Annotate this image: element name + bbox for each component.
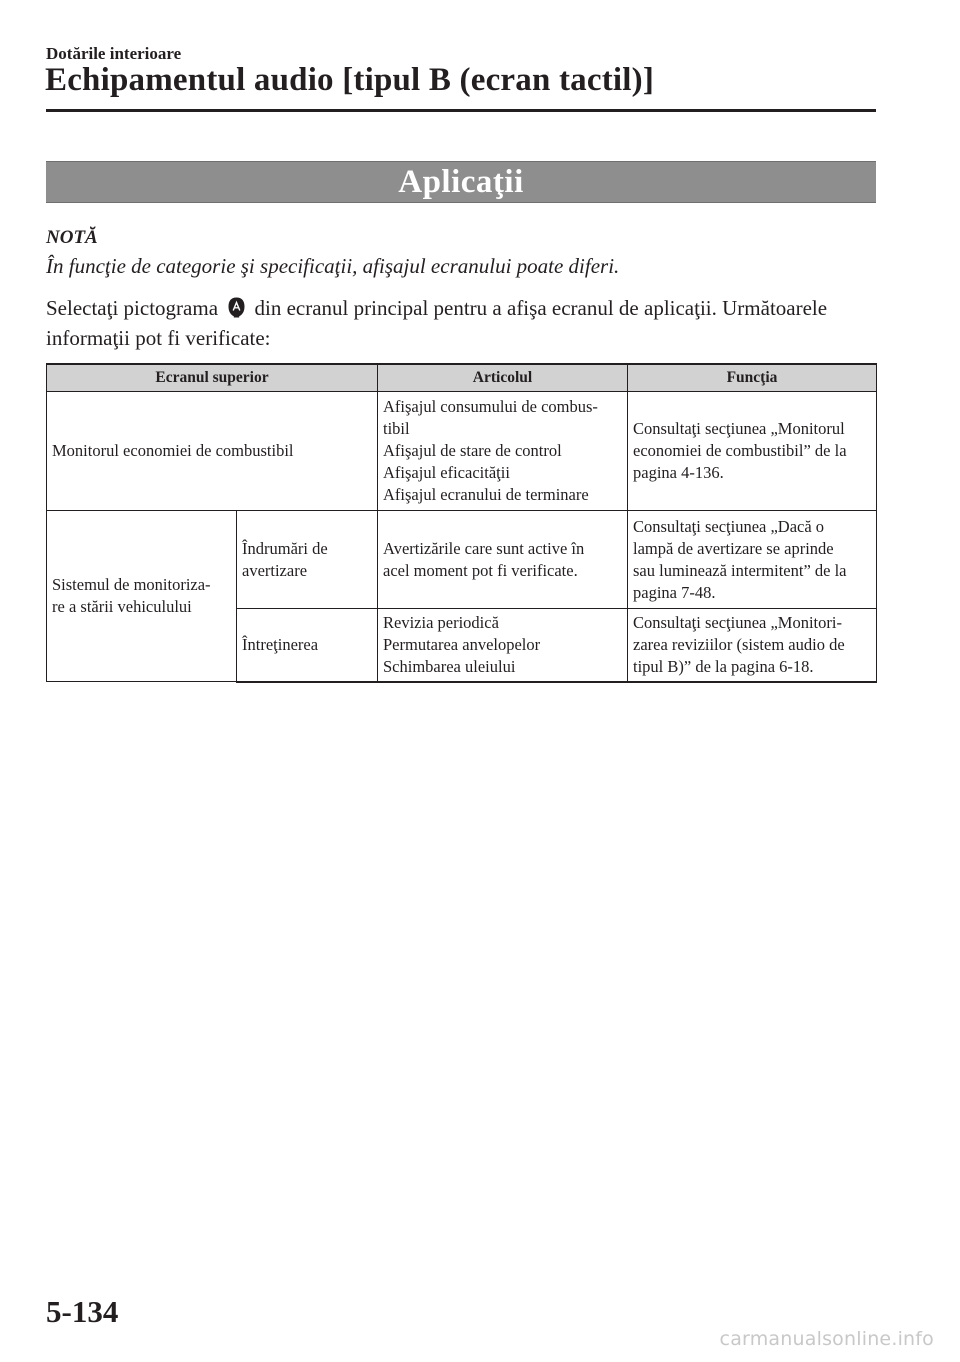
title-rule: [46, 109, 876, 112]
function-line: zarea reviziilor (sistem audio de: [633, 634, 845, 654]
cell-items-fuel-monitor: [378, 392, 628, 511]
item-line: Afişajul consumului de combus-: [383, 397, 598, 416]
table-row: [47, 511, 877, 609]
cell-sub-warning-guidance: [237, 511, 378, 609]
item-line: Avertizările care sunt active în: [383, 538, 585, 558]
header-item: Articolul: [378, 364, 628, 392]
cell-function-maintenance: [628, 609, 877, 682]
cell-items-maintenance: [378, 609, 628, 682]
item-line: Afişajul eficacităţii: [383, 463, 510, 482]
item-line: Revizia periodică: [383, 612, 499, 632]
function-line: sau luminează intermitent” de la: [633, 560, 847, 580]
cell-items-warning-guidance: [378, 511, 628, 609]
cell-screen-fuel-monitor: Monitorul economiei de combustibil: [47, 392, 378, 511]
intro-text-after-icon: din ecranul principal pentru a afişa ecranul de aplicaţii. Următoarele informaţii pot fi verificate:: [46, 296, 828, 350]
header-top-screen: Ecranul superior: [47, 364, 378, 392]
item-line: Schimbarea uleiului: [383, 656, 516, 676]
section-banner: [46, 161, 876, 203]
cell-function-fuel-monitor: [628, 392, 877, 511]
watermark: carmanualsonline.info: [719, 1328, 934, 1350]
chapter-title: Echipamentul audio [tipul B (ecran tactil)]: [45, 62, 655, 98]
item-line: Permutarea anvelopelor: [383, 634, 541, 654]
function-line: pagina 7-48.: [633, 582, 716, 602]
intro-paragraph: [46, 293, 882, 353]
item-line: Afişajul ecranului de terminare: [383, 485, 589, 504]
table-row: [47, 392, 877, 511]
note-text: În funcţie de categorie şi specificaţii, afişajul ecranului poate diferi.: [46, 254, 620, 278]
screen-line: re a stării vehiculului: [52, 597, 192, 616]
item-line: Afişajul de stare de control: [383, 441, 562, 460]
cell-screen-vehicle-status: [47, 511, 237, 682]
section-label: Dotările interioare: [46, 44, 182, 63]
function-line: Consultaţi secţiunea „Dacă o: [633, 516, 825, 536]
cell-sub-maintenance: Întreţinerea: [237, 609, 378, 682]
applications-table: [46, 363, 877, 683]
header-function: Funcţia: [628, 364, 877, 392]
intro-text-before-icon: Selectaţi pictograma: [46, 296, 219, 320]
applications-icon: [227, 297, 246, 318]
table-header-row: [47, 364, 877, 392]
function-line: economiei de combustibil” de la: [633, 441, 847, 460]
cell-function-warning-guidance: [628, 511, 877, 609]
item-line: tibil: [383, 419, 410, 438]
note-heading: NOTĂ: [46, 227, 98, 248]
item-line: acel moment pot fi verificate.: [383, 560, 578, 580]
page-number: 5-134: [46, 1294, 119, 1329]
function-line: lampă de avertizare se aprinde: [633, 538, 834, 558]
function-line: pagina 4-136.: [633, 463, 724, 482]
sub-line: avertizare: [242, 560, 308, 580]
function-line: Consultaţi secţiunea „Monitori-: [633, 612, 842, 632]
screen-line: Sistemul de monitoriza-: [52, 575, 211, 594]
sub-line: Îndrumări de: [242, 538, 328, 558]
banner-title: Aplicaţii: [398, 163, 524, 200]
function-line: tipul B)” de la pagina 6-18.: [633, 656, 814, 676]
function-line: Consultaţi secţiunea „Monitorul: [633, 419, 845, 438]
